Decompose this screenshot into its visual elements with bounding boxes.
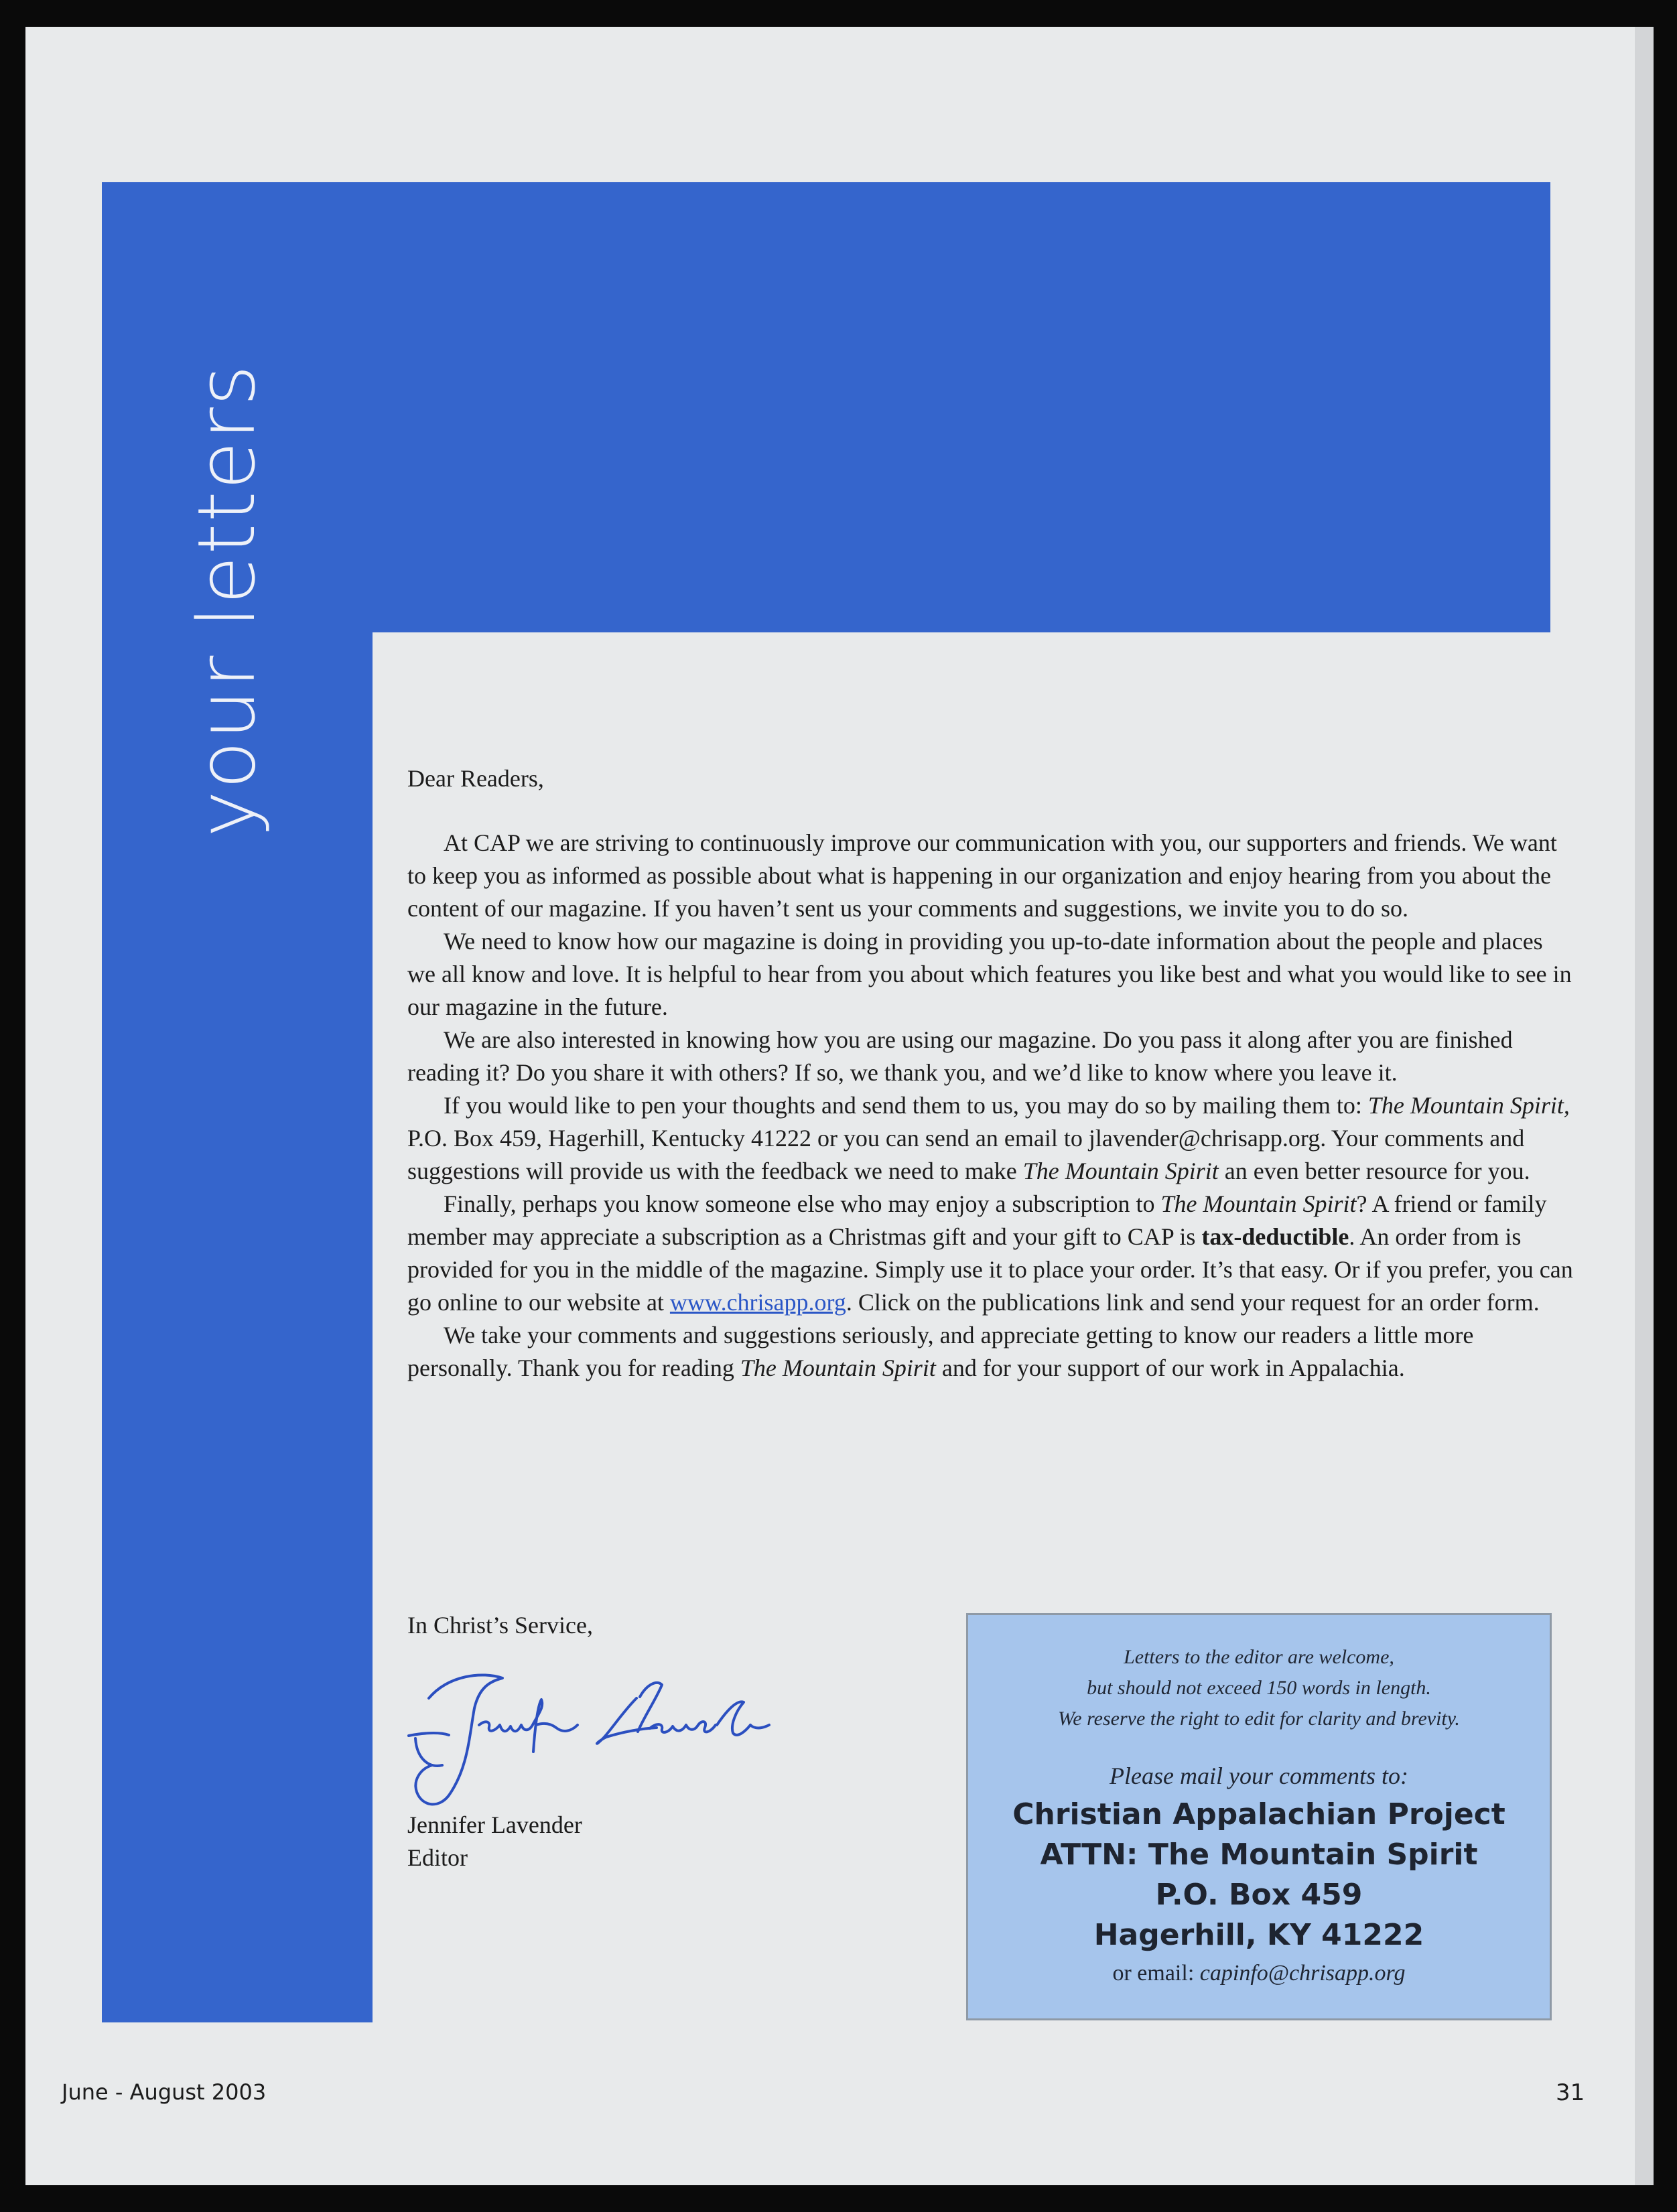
mail-intro: Please mail your comments to: <box>1110 1762 1408 1789</box>
tax-deductible-text: tax-deductible <box>1201 1223 1349 1250</box>
attn-line: ATTN: The Mountain Spirit <box>1040 1838 1478 1872</box>
p4-intro: If you would like to pen your thoughts and send them to us, you may do so by mailing them to: <box>444 1092 1362 1119</box>
letter-paragraph-2: We need to know how our magazine is doing in providing you up-to-date information about the people and places we all know and love. It is helpful to hear from you about which features you like best and what you would like to see in our magazine in the future. <box>407 928 1572 1020</box>
editor-note <box>968 1642 1550 1734</box>
email-line <box>968 1955 1550 1992</box>
magazine-name: The Mountain Spirit <box>1160 1190 1357 1217</box>
signer-name: Jennifer Lavender <box>407 1811 582 1838</box>
note-line-3: We reserve the right to edit for clarity and brevity. <box>1058 1708 1460 1730</box>
letter-paragraph-4 <box>407 1089 1573 1188</box>
magazine-name: The Mountain Spirit <box>740 1355 936 1381</box>
p5-mid: ? A friend or family member may appreciate a subscription as a Christmas gift and your gift to CAP is <box>407 1190 1547 1250</box>
email-address[interactable]: capinfo@chrisapp.org <box>1199 1961 1406 1986</box>
letter-paragraph-6 <box>407 1319 1573 1385</box>
section-title: your letters <box>180 363 273 837</box>
p5-end: . Click on the publications link and send your request for an order form. <box>846 1289 1540 1316</box>
p6-end: and for your support of our work in Appalachia. <box>941 1355 1405 1381</box>
letter-paragraph-1: At CAP we are striving to continuously improve our communication with you, our supporters and friends. We want to keep you as informed as possible about what is happening in our organization and enjoy hearing from you about the content of our magazine. If you haven’t sent us your comments and suggestions, we invite you to do so. <box>407 829 1557 922</box>
page-edge <box>1635 27 1654 2185</box>
signature-image <box>402 1658 777 1819</box>
website-link[interactable]: www.chrisapp.org <box>669 1289 846 1316</box>
mail-comments-box <box>966 1613 1552 2020</box>
letter-body <box>407 762 1573 1385</box>
signer-block <box>407 1809 582 1874</box>
note-line-1: Letters to the editor are welcome, <box>1124 1646 1394 1668</box>
page-number: 31 <box>1556 2079 1585 2106</box>
magazine-name: The Mountain Spirit <box>1022 1158 1219 1184</box>
email-prefix: or email: <box>1112 1961 1195 1986</box>
p6-start: We take your comments and suggestions seriously, and appreciate getting to know our readers a little more personally. Thank you for reading <box>407 1322 1474 1381</box>
signer-title: Editor <box>407 1844 468 1871</box>
p4-address: P.O. Box 459, Hagerhill, Kentucky 41222 or you can send an email to jlavender@chrisapp.org. Your comments and suggestions will provide us with the feedback we need to make <box>407 1125 1525 1184</box>
letter-greeting: Dear Readers, <box>407 765 544 792</box>
p4-end: an even better resource for you. <box>1224 1158 1530 1184</box>
letter-closing: In Christ’s Service, <box>407 1612 593 1639</box>
p5-mid2: . An order from is provided for you in the middle of the magazine. Simply use it to place your order. It’s that easy. Or if you prefer, you can go online to our website at <box>407 1223 1573 1316</box>
header-banner <box>373 182 1550 632</box>
po-box: P.O. Box 459 <box>1155 1878 1363 1912</box>
magazine-name: The Mountain Spirit, <box>1367 1092 1570 1119</box>
org-name: Christian Appalachian Project <box>1012 1797 1505 1831</box>
city-line: Hagerhill, KY 41222 <box>1093 1918 1424 1952</box>
p5-start: Finally, perhaps you know someone else who may enjoy a subscription to <box>444 1190 1155 1217</box>
issue-date: June - August 2003 <box>62 2079 267 2105</box>
letter-paragraph-5 <box>407 1188 1573 1319</box>
note-line-2: but should not exceed 150 words in length. <box>1087 1677 1431 1699</box>
letter-paragraph-3: We are also interested in knowing how you are using our magazine. Do you pass it along after you are finished reading it? Do you share it with others? If so, we thank you, and we’d like to know where you leave it. <box>407 1026 1513 1086</box>
